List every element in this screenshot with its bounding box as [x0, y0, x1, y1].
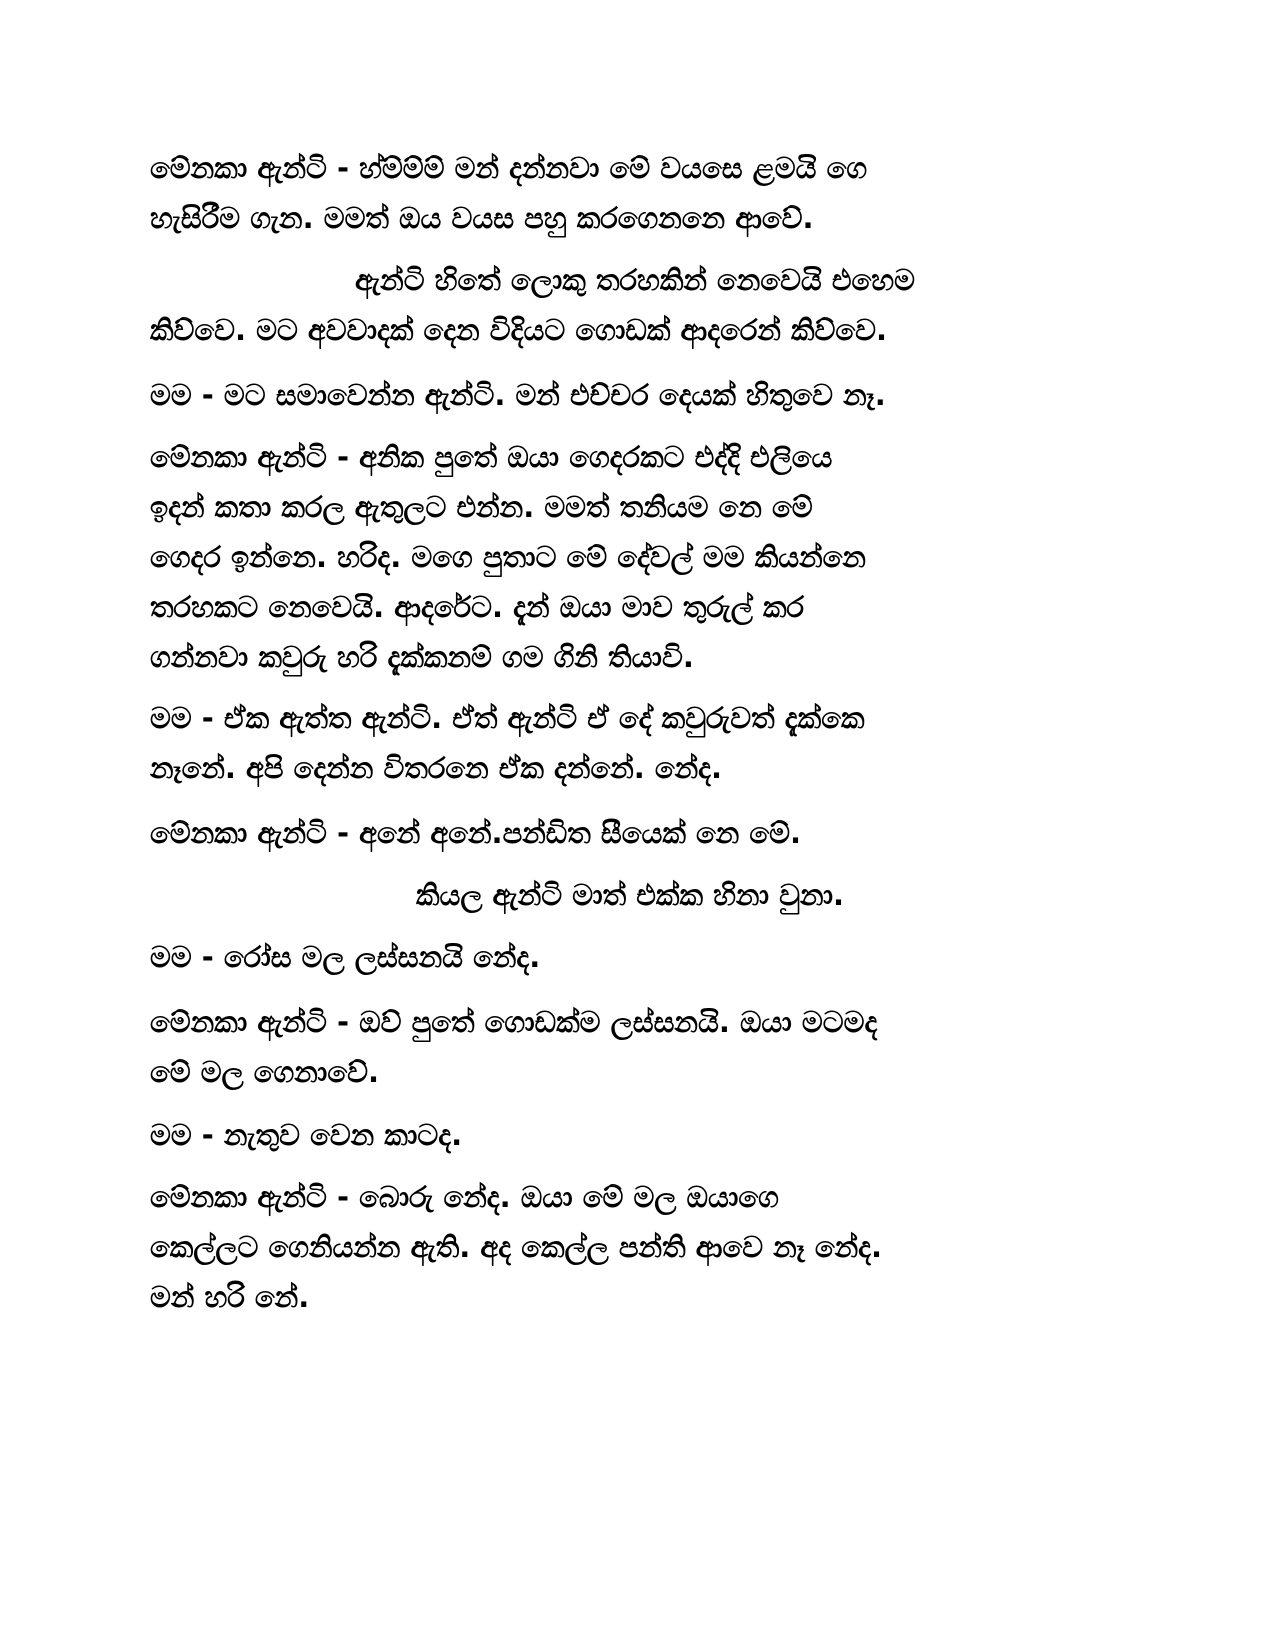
paragraph-1: මේනකා ඇන්ටි - හ්ම්ම්ම් මන් දන්නවා මේ වයසෙ ළමයි ගෙ හැසිරීම ගැන. මමත් ඔය වයස පහු කරගෙනනෙ ආවේ. [150, 151, 868, 235]
paragraph-9: මේනකා ඇන්ටි - ඔව් පුතේ ගොඩක්ම ලස්සනයි. ඔයා මටමද මේ මල ගෙනාවේ. [150, 1005, 878, 1089]
paragraph-2: ඇන්ටි හිතේ ලොකු තරහකින් නෙවෙයි එහෙම කිව්වෙ. මට අවවාදක් දෙන විදියට ගොඩක් ආදරෙන් කිව්වෙ. [150, 263, 915, 347]
paragraph-11: මේනකා ඇන්ටි - බොරු නේද. ඔයා මේ මල ඔයාගෙ කෙල්ලට ගෙනියන්න ඇති. අද කෙල්ල පන්ති ආවෙ නෑ නේද. මන් හරි නේ. [150, 1180, 883, 1314]
paragraph-3: මම - මට සමාවෙන්න ඇන්ටි. මන් එච්චර දෙයක් හිතුවෙ නෑ. [150, 378, 886, 412]
paragraph-10: මම - නැතුව වෙන කාටද. [150, 1118, 463, 1152]
paragraph-5: මම - ඒක ඇත්ත ඇන්ටි. ඒත් ඇන්ටි ඒ දේ කවුරුවත් දැක්කෙ නෑනේ. අපි දෙන්න විතරනෙ ඒක දන්නේ. නේද. [150, 701, 865, 785]
paragraph-8: මම - රෝස මල ලස්සනයි නේද. [150, 940, 541, 974]
paragraph-7: කියල ඇන්ටි මාත් එක්ක හිනා වුනා. [415, 878, 845, 912]
paragraph-4: මේනකා ඇන්ටි - අනික පුතේ ඔයා ගෙදරකට එද්දි එලියෙ ඉදන් කතා කරල ඇතුලට එන්න. මමත් තනියම නෙ මේ ගෙදර ඉන්නෙ. හරිද. මගෙ පුතාට මේ දේවල් මම කියන්නෙ තරහකට නෙවෙයි. ආදරේට. දැන් ඔයා මාව තුරුල් කර ගන්නවා කවුරු හරි දැක්කනම් ගම ගිනි තියාවි. [150, 440, 866, 674]
paragraph-6: මේනකා ඇන්ටි - අනේ අනේ.පන්ඩිත සීයෙක් නෙ මේ. [150, 816, 801, 850]
